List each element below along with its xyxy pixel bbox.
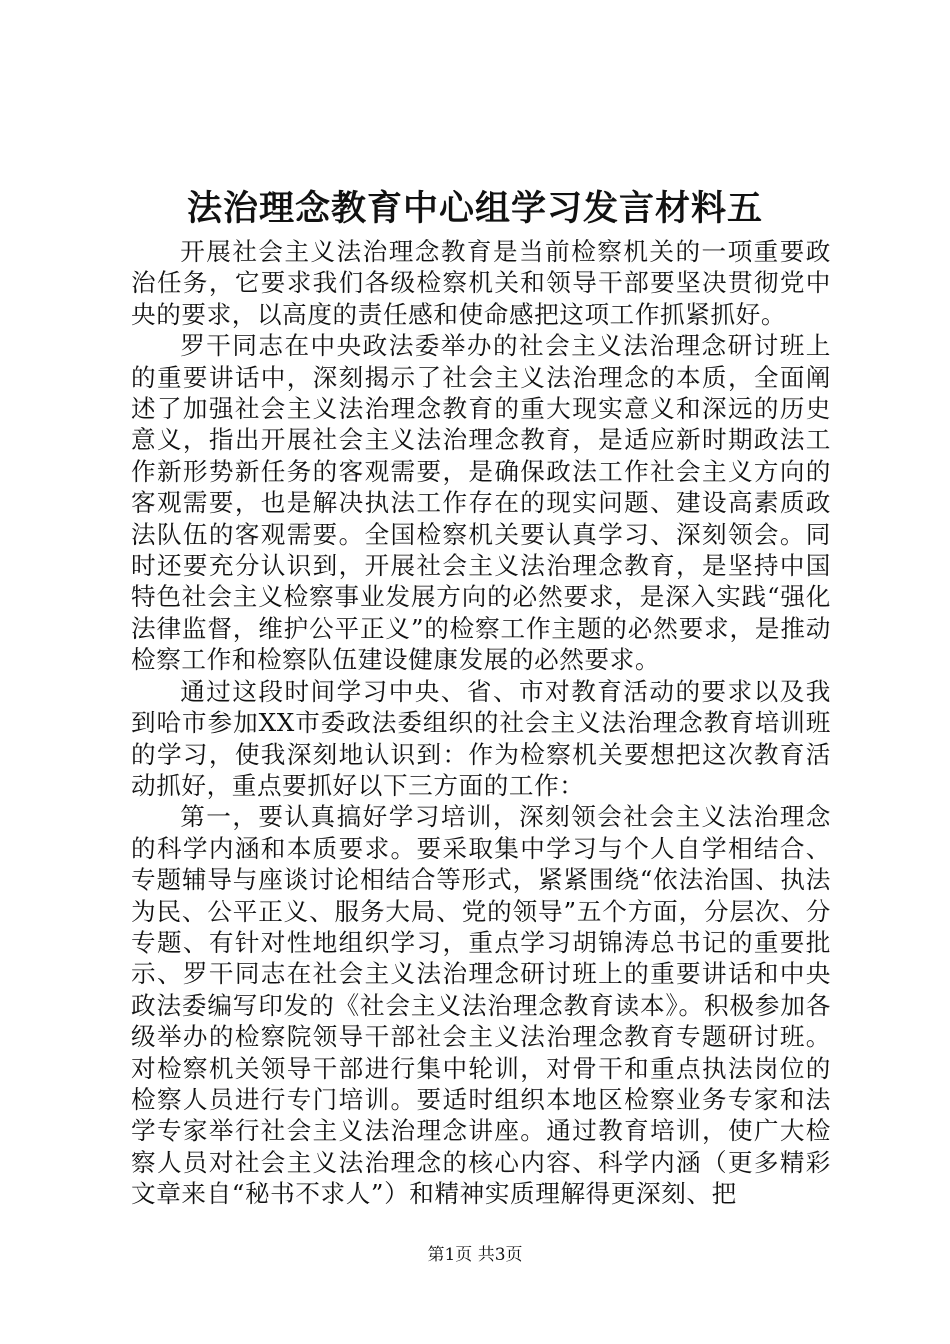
- paragraph-2: 罗干同志在中央政法委举办的社会主义法治理念研讨班上的重要讲话中，深刻揭示了社会主义法治理念的本质，全面阐述了加强社会主义法治理念教育的重大现实意义和深远的历史意义，指出开展社会主义法治理念教育，是适应新时期政法工作新形势新任务的客观需要，是确保政法工作社会主义方向的客观需要，也是解决执法工作存在的现实问题、建设高素质政法队伍的客观需要。全国检察机关要认真学习、深刻领会。同时还要充分认识到，开展社会主义法治理念教育，是坚持中国特色社会主义检察事业发展方向的必然要求，是深入实践“强化法律监督，维护公平正义”的检察工作主题的必然要求，是推动检察工作和检察队伍建设健康发展的必然要求。: [131, 331, 831, 675]
- page-number-footer: 第1页 共3页: [427, 1245, 523, 1265]
- document-body: [131, 236, 831, 1210]
- paragraph-1: 开展社会主义法治理念教育是当前检察机关的一项重要政治任务，它要求我们各级检察机关和领导干部要坚决贯彻党中央的要求，以高度的责任感和使命感把这项工作抓紧抓好。: [131, 237, 831, 329]
- document-title: 法治理念教育中心组学习发言材料五: [186, 188, 763, 229]
- paragraph-4: 第一，要认真搞好学习培训，深刻领会社会主义法治理念的科学内涵和本质要求。要采取集中学习与个人自学相结合、专题辅导与座谈讨论相结合等形式，紧紧围绕“依法治国、执法为民、公平正义、服务大局、党的领导”五个方面，分层次、分专题、有针对性地组织学习，重点学习胡锦涛总书记的重要批示、罗干同志在社会主义法治理念研讨班上的重要讲话和中央政法委编写印发的《社会主义法治理念教育读本》。积极参加各级举办的检察院领导干部社会主义法治理念教育专题研讨班。对检察机关领导干部进行集中轮训，对骨干和重点执法岗位的检察人员进行专门培训。要适时组织本地区检察业务专家和法学专家举行社会主义法治理念讲座。通过教育培训，使广大检察人员对社会主义法治理念的核心内容、科学内涵（更多精彩文章来自“秘书不求人”）和精神实质理解得更深刻、把: [131, 802, 831, 1209]
- paragraph-3: 通过这段时间学习中央、省、市对教育活动的要求以及我到哈市参加XX市委政法委组织的社会主义法治理念教育培训班的学习，使我深刻地认识到：作为检察机关要想把这次教育活动抓好，重点要抓好以下三方面的工作：: [131, 676, 831, 800]
